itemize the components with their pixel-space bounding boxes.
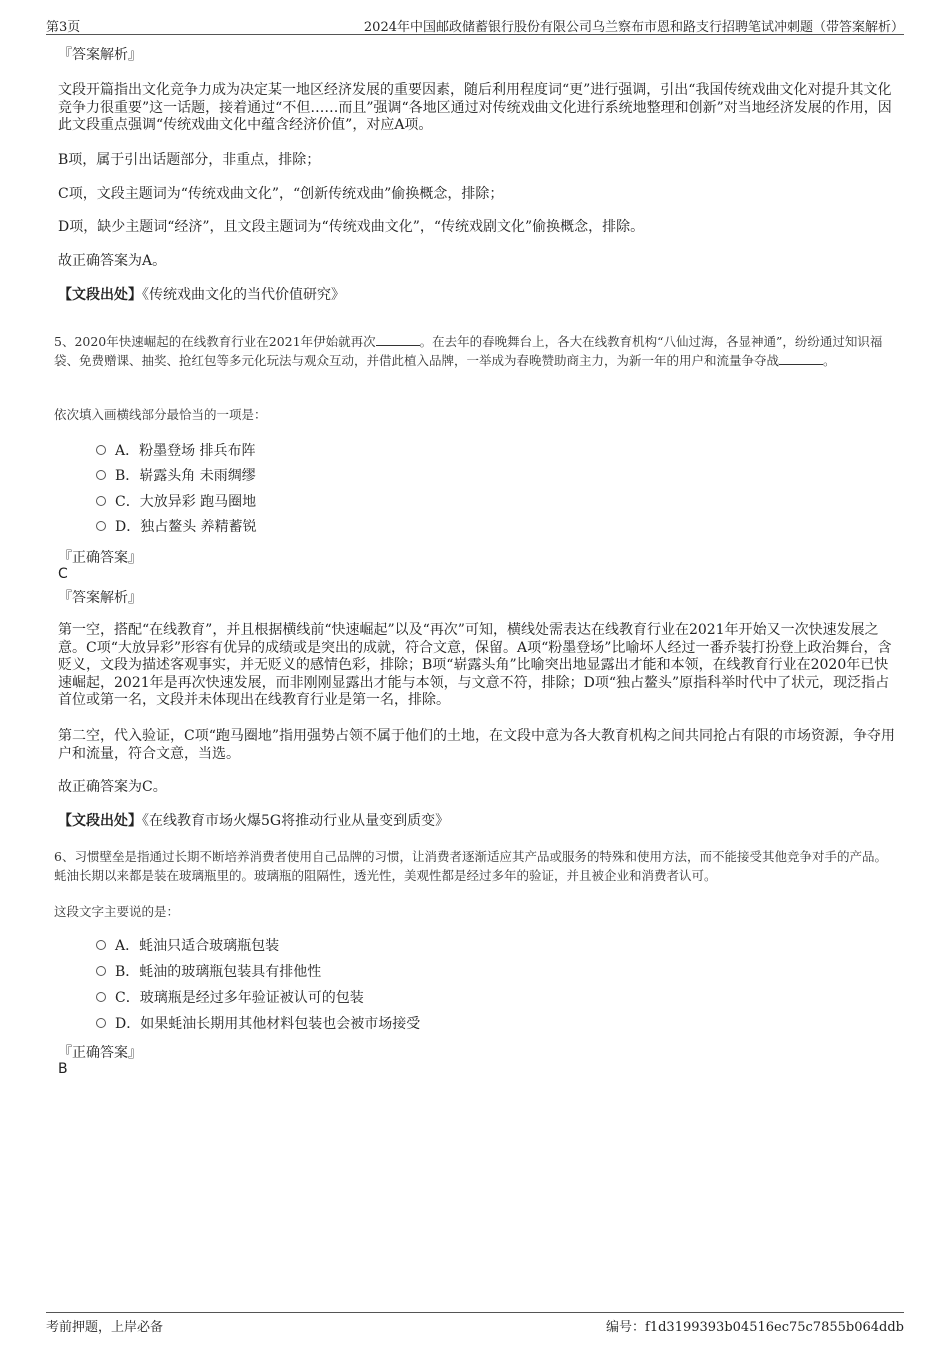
radio-icon[interactable] (96, 966, 106, 976)
q5-stem (54, 332, 899, 370)
q4-source-label: 【文段出处】 (58, 287, 142, 303)
q6-answer-label: 『正确答案』 (58, 1045, 142, 1061)
q5-option-a-label: A．粉墨登场 排兵布阵 (115, 443, 256, 459)
q6-option-c[interactable] (96, 989, 364, 1007)
radio-icon[interactable] (96, 445, 106, 455)
q4-conclusion: 故正确答案为A。 (58, 253, 167, 269)
page-footer (46, 1312, 904, 1333)
q5-blank-1 (376, 333, 420, 346)
q6-stem: 6、习惯壁垒是指通过长期不断培养消费者使用自己品牌的习惯，让消费者逐渐适应其产品或服务的特殊和使用方法，而不能接受其他竞争对手的产品。蚝油长期以来都是装在玻璃瓶里的。玻璃瓶的阻隔性，透光性，美观性都是经过多年的验证，并且被企业和消费者认可。 (54, 849, 887, 883)
q6-prompt: 这段文字主要说的是： (54, 904, 180, 919)
q5-option-a[interactable] (96, 442, 256, 460)
q6-answer: B (58, 1061, 68, 1077)
q6-option-b-label: B．蚝油的玻璃瓶包装具有排他性 (115, 964, 322, 980)
q5-option-c[interactable] (96, 493, 256, 511)
q5-answer: C (58, 566, 68, 582)
q6-option-a[interactable] (96, 937, 279, 955)
q4-source (58, 287, 898, 305)
q6-option-c-label: C．玻璃瓶是经过多年验证被认可的包装 (115, 990, 364, 1006)
q5-stem-part-a: 5、2020年快速崛起的在线教育行业在2021年伊始就再次 (54, 334, 376, 349)
q4-analysis-p1: 文段开篇指出文化竞争力成为决定某一地区经济发展的重要因素，随后利用程度词“更”进行强调，引出“我国传统戏曲文化对提升其文化竞争力很重要”这一话题，接着通过“不但……而且”强调“各地区通过对传统戏曲文化进行系统地整理和创新”对当地经济发展的作用，因此文段重点强调“传统戏曲文化中蕴含经济价值”，对应A项。 (58, 82, 892, 133)
radio-icon[interactable] (96, 940, 106, 950)
q5-analysis-p2: 第二空，代入验证，C项“跑马圈地”指用强势占领不属于他们的土地，在文段中意为各大教育机构之间共同抢占有限的市场资源，争夺用户和流量，符合文意，当选。 (58, 728, 896, 762)
page-number: 第3页 (46, 20, 81, 35)
q5-analysis-p1: 第一空，搭配“在线教育”，并且根据横线前“快速崛起”以及“再次”可知，横线处需表达在线教育行业在2021年开始又一次快速发展之意。C项“大放异彩”形容有优异的成绩或是突出的成就，符合文意，保留。A项“粉墨登场”比喻坏人经过一番乔装打扮登上政治舞台，含贬义，文段为描述客观事实，并无贬义的感情色彩，排除；B项“崭露头角”比喻突出地显露出才能和本领，在线教育行业在2020年已快速崛起，2021年是再次快速发展，而非刚刚显露出才能与本领，与文意不符，排除；D项“独占鳌头”原指科举时代中了状元，现泛指占首位或第一名，文段并未体现出在线教育行业是第一名，排除。 (58, 622, 892, 708)
q6-option-a-label: A．蚝油只适合玻璃瓶包装 (115, 938, 280, 954)
q4-analysis-p2: B项，属于引出话题部分，非重点，排除； (58, 152, 321, 168)
radio-icon[interactable] (96, 496, 106, 506)
document-id: 编号：f1d3199393b04516ec75c7855b064ddb (606, 1320, 904, 1335)
radio-icon[interactable] (96, 521, 106, 531)
radio-icon[interactable] (96, 992, 106, 1002)
q5-conclusion: 故正确答案为C。 (58, 779, 167, 795)
q6-option-d[interactable] (96, 1015, 420, 1033)
q5-stem-part-c: 。 (823, 353, 836, 368)
q5-blank-2 (779, 352, 823, 365)
q5-option-d[interactable] (96, 518, 257, 536)
q5-answer-label: 『正确答案』 (58, 550, 142, 566)
q5-option-d-label: D．独占鳌头 养精蓄锐 (115, 519, 257, 535)
q5-source (58, 813, 898, 831)
q5-prompt: 依次填入画横线部分最恰当的一项是： (54, 407, 267, 422)
q5-option-b-label: B．崭露头角 未雨绸缪 (115, 468, 256, 484)
q4-source-title: 《传统戏曲文化的当代价值研究》 (142, 287, 345, 303)
radio-icon[interactable] (96, 1018, 106, 1028)
q5-source-title: 《在线教育市场火爆5G将推动行业从量变到质变》 (142, 813, 450, 829)
footer-slogan: 考前押题，上岸必备 (46, 1320, 164, 1335)
q4-analysis-p4: D项，缺少主题词“经济”，且文段主题词为“传统戏曲文化”，“传统戏剧文化”偷换概念，排除。 (58, 219, 645, 235)
q6-option-b[interactable] (96, 963, 321, 981)
q5-option-c-label: C．大放异彩 跑马圈地 (115, 494, 257, 510)
q5-source-label: 【文段出处】 (58, 813, 142, 829)
q5-option-b[interactable] (96, 467, 256, 485)
q5-analysis-label: 『答案解析』 (58, 590, 142, 606)
document-title: 2024年中国邮政储蓄银行股份有限公司乌兰察布市恩和路支行招聘笔试冲刺题（带答案解析） (363, 20, 904, 35)
radio-icon[interactable] (96, 470, 106, 480)
q6-option-d-label: D．如果蚝油长期用其他材料包装也会被市场接受 (115, 1016, 421, 1032)
q4-analysis-label: 『答案解析』 (58, 47, 142, 63)
q4-analysis-p3: C项，文段主题词为“传统戏曲文化”，“创新传统戏曲”偷换概念，排除； (58, 186, 504, 202)
page-header (46, 14, 904, 35)
q5-stem-part-b: 。在去年的春晚舞台上，各大在线教育机构“八仙过海，各显神通”，纷纷通过知识福袋、免费赠课、抽奖、抢红包等多元化玩法与观众互动，并借此植入品牌，一举成为春晚赞助商主力，为新一年的用户和流量争夺战 (54, 334, 883, 368)
